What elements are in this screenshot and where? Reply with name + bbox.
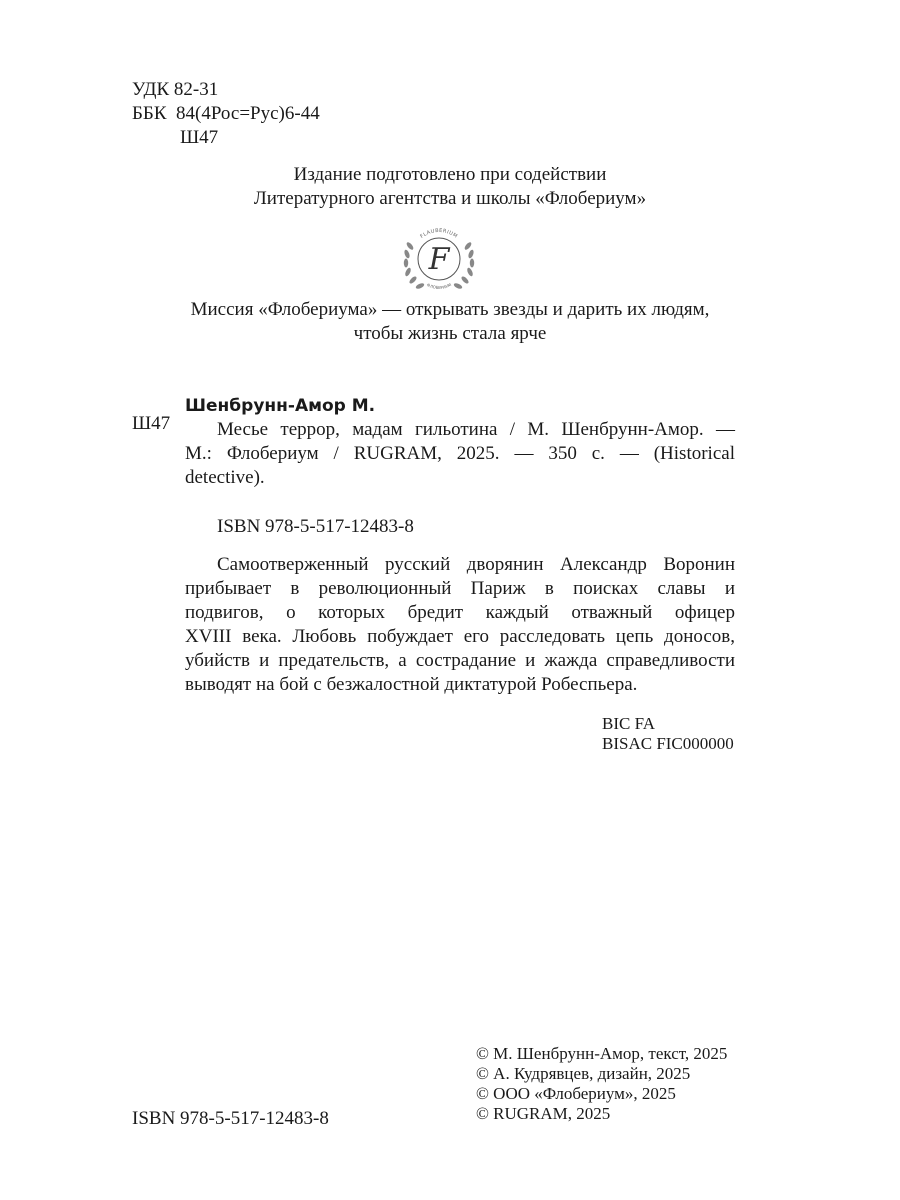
udk-code: УДК 82-31 (132, 79, 219, 100)
isbn-footer: ISBN 978-5-517-12483-8 (132, 1108, 329, 1129)
mission-line-1: Миссия «Флобериума» — открывать звезды и дарить их людям, (190, 299, 710, 320)
annotation-line-6: выводят на бой с безжалостной диктатурой Робеспьера. (185, 674, 638, 695)
svg-text:F: F (428, 242, 450, 277)
copyright-line-1: © М. Шенбрунн-Амор, текст, 2025 (476, 1044, 728, 1063)
annotation-line-4: XVIII века. Любовь побуждает его расследовать цепь доносов, (185, 626, 735, 647)
isbn-main: ISBN 978-5-517-12483-8 (217, 516, 414, 537)
bisac-code: BISAC FIC000000 (602, 734, 734, 753)
annotation-line-5: убийств и предательств, а сострадание и жажда справедливости (185, 650, 735, 671)
copyright-line-3: © ООО «Флобериум», 2025 (476, 1084, 676, 1103)
copyright-line-4: © RUGRAM, 2025 (476, 1104, 611, 1123)
svg-text:FLAUBERIUM: FLAUBERIUM (419, 227, 459, 240)
bib-line-2: М.: Флобериум / RUGRAM, 2025. — 350 с. — (Historical (185, 443, 735, 464)
flauberium-logo (398, 218, 480, 300)
svg-text:ФЛОБЕРИУМ: ФЛОБЕРИУМ (425, 282, 453, 291)
author-name: Шенбрунн-Амор М. (185, 396, 376, 416)
sponsor-line-1: Издание подготовлено при содействии (293, 164, 607, 185)
annotation-line-2: прибывает в революционный Париж в поисках славы и (185, 578, 735, 599)
bib-line-1: Месье террор, мадам гильотина / М. Шенбрунн-Амор. — (217, 419, 735, 440)
mission-line-2: чтобы жизнь стала ярче (353, 323, 547, 344)
bib-line-3: detective). (185, 467, 265, 488)
annotation-line-1: Самоотверженный русский дворянин Александр Воронин (217, 554, 735, 575)
annotation-line-3: подвигов, о которых бредит каждый отважный офицер (185, 602, 735, 623)
sponsor-line-2: Литературного агентства и школы «Флобериум» (253, 188, 647, 209)
flauberium-logo-icon (398, 218, 480, 300)
copyright-line-2: © А. Кудрявцев, дизайн, 2025 (476, 1064, 691, 1083)
bbk-code: ББК 84(4Рос=Рус)6-44 (132, 103, 320, 124)
author-mark-top: Ш47 (180, 127, 219, 148)
author-mark: Ш47 (132, 413, 171, 434)
bic-code: BIC FA (602, 714, 656, 733)
